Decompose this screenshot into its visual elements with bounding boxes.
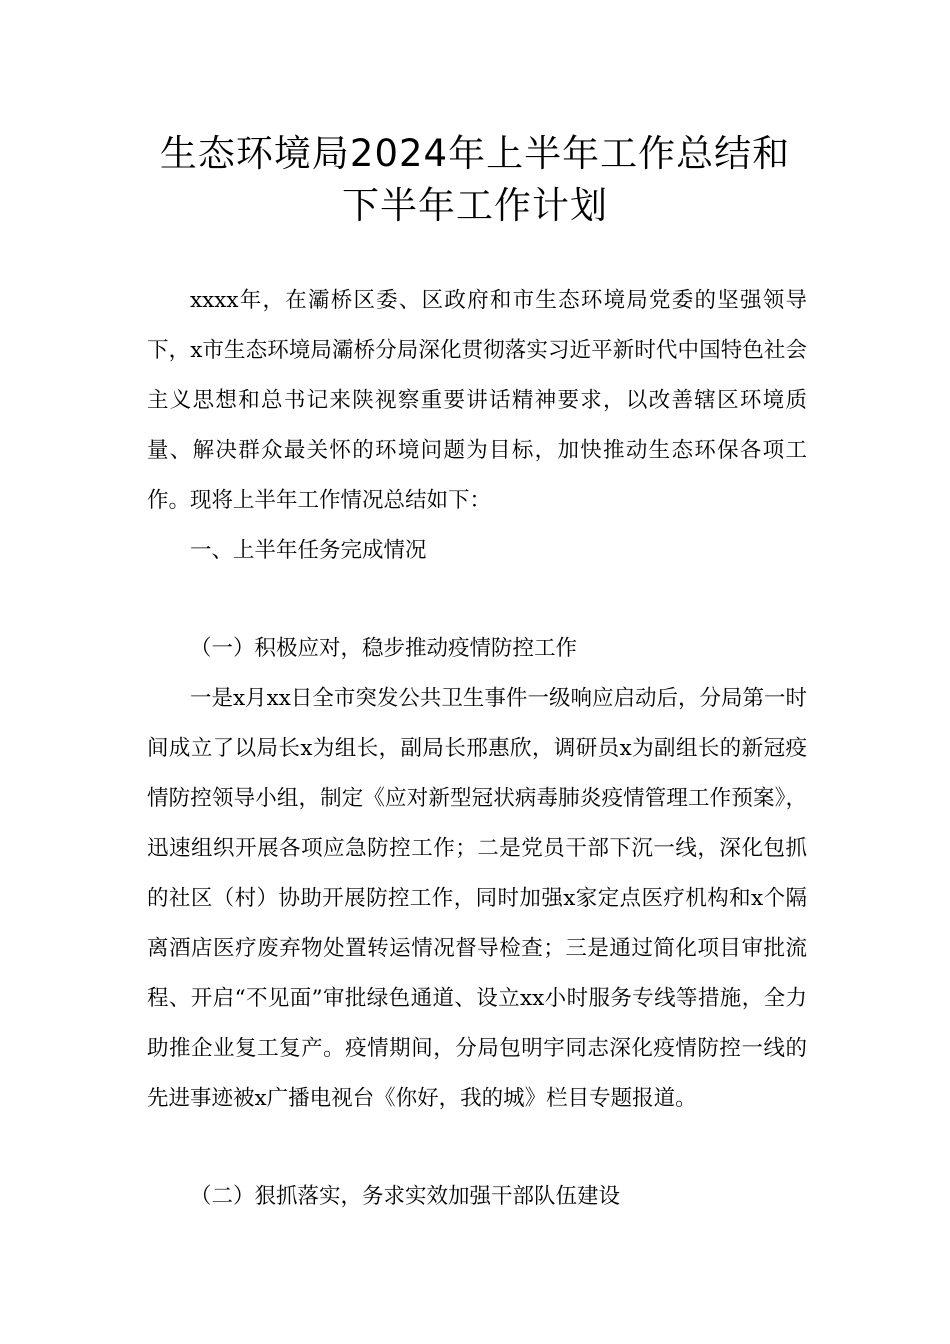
document-title-line-1: 生态环境局2024年上半年工作总结和 — [159, 132, 791, 175]
section-1-heading: 一、上半年任务完成情况 — [190, 538, 427, 563]
subsection-1-heading: （一）积极应对，稳步推动疫情防控工作 — [190, 636, 578, 661]
subsection-1-paragraph: 一是x月xx日全市突发公共卫生事件一级响应启动后，分局第一时间成立了以局长x为组长，副局长邢惠欣，调研员x为副组长的新冠疫情防控领导小组，制定《应对新型冠状病毒肺炎疫情管理工作预案》，迅速组织开展各项应急防控工作；二是党员干部下沉一线，深化包抓的社区（村）协助开展防控工作，同时加强x家定点医疗机构和x个隔离酒店医疗废弃物处置转运情况督导检查；三是通过简化项目审批流程、开启“不见面”审批绿色通道、设立xx小时服务专线等措施，全力助推企业复工复产。疫情期间，分局包明宇同志深化疫情防控一线的先进事迹被x广播电视台《你好，我的城》栏目专题报道。 — [147, 686, 807, 1111]
subsection-2-heading: （二）狠抓落实，务求实效加强干部队伍建设 — [190, 1184, 621, 1209]
intro-paragraph: xxxx年，在灞桥区委、区政府和市生态环境局党委的坚强领导下，x市生态环境局灞桥分局深化贯彻落实习近平新时代中国特色社会主义思想和总书记来陕视察重要讲话精神要求，以改善辖区环境质量、解决群众最关怀的环境问题为目标，加快推动生态环保各项工作。现将上半年工作情况总结如下： — [147, 288, 807, 513]
document-title-line-2: 下半年工作计划 — [342, 184, 608, 227]
